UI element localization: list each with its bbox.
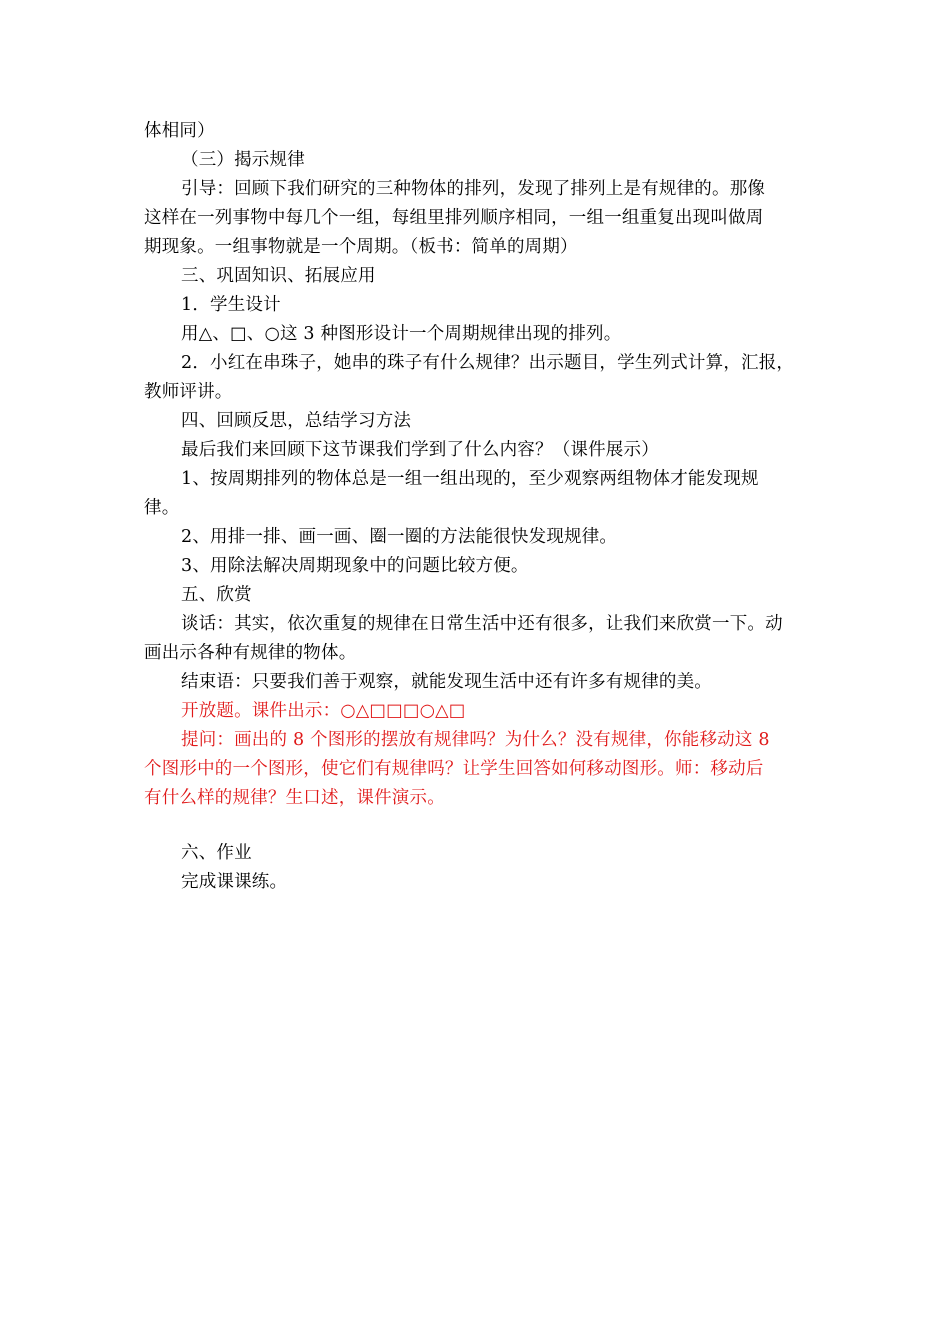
paragraph-line: 2．小红在串珠子，她串的珠子有什么规律？出示题目，学生列式计算，汇报， (181, 353, 795, 373)
paragraph-line: 期现象。一组事物就是一个周期。（板书：简单的周期） (144, 237, 578, 257)
paragraph-line: 谈话：其实，依次重复的规律在日常生活中还有很多，让我们来欣赏一下。动 (181, 614, 783, 634)
subsection-heading: 1．学生设计 (181, 295, 281, 315)
section-heading: （三）揭示规律 (181, 150, 305, 170)
open-question-line: 有什么样的规律？生口述，课件演示。 (144, 788, 445, 808)
paragraph-line: 最后我们来回顾下这节课我们学到了什么内容？（课件展示） (181, 440, 659, 460)
section-heading: 四、回顾反思，总结学习方法 (181, 411, 412, 431)
open-question-line: 提问：画出的 8 个图形的摆放有规律吗？为什么？没有规律，你能移动这 8 (181, 730, 770, 750)
paragraph-line: 结束语：只要我们善于观察，就能发现生活中还有许多有规律的美。 (181, 672, 712, 692)
list-item: 1、按周期排列的物体总是一组一组出现的，至少观察两组物体才能发现规 (181, 469, 759, 489)
paragraph-line: 律。 (144, 498, 180, 518)
paragraph-line: 用△、□、○这 3 种图形设计一个周期规律出现的排列。 (181, 324, 622, 344)
open-question-line: 个图形中的一个图形，使它们有规律吗？让学生回答如何移动图形。师：移动后 (144, 759, 764, 779)
paragraph-line: 这样在一列事物中每几个一组，每组里排列顺序相同，一组一组重复出现叫做周 (144, 208, 764, 228)
list-item: 2、用排一排、画一画、圈一圈的方法能很快发现规律。 (181, 527, 618, 547)
section-heading: 五、欣赏 (181, 585, 252, 605)
paragraph-line: 教师评讲。 (144, 382, 233, 402)
paragraph-line: 画出示各种有规律的物体。 (144, 643, 357, 663)
section-heading: 三、巩固知识、拓展应用 (181, 266, 376, 286)
paragraph-line: 完成课课练。 (181, 872, 288, 892)
paragraph-line: 体相同） (144, 121, 215, 141)
open-question-line: 开放题。课件出示：○△□□□○△□ (181, 701, 466, 721)
section-heading: 六、作业 (181, 843, 252, 863)
list-item: 3、用除法解决周期现象中的问题比较方便。 (181, 556, 529, 576)
paragraph-line: 引导：回顾下我们研究的三种物体的排列，发现了排列上是有规律的。那像 (181, 179, 766, 199)
